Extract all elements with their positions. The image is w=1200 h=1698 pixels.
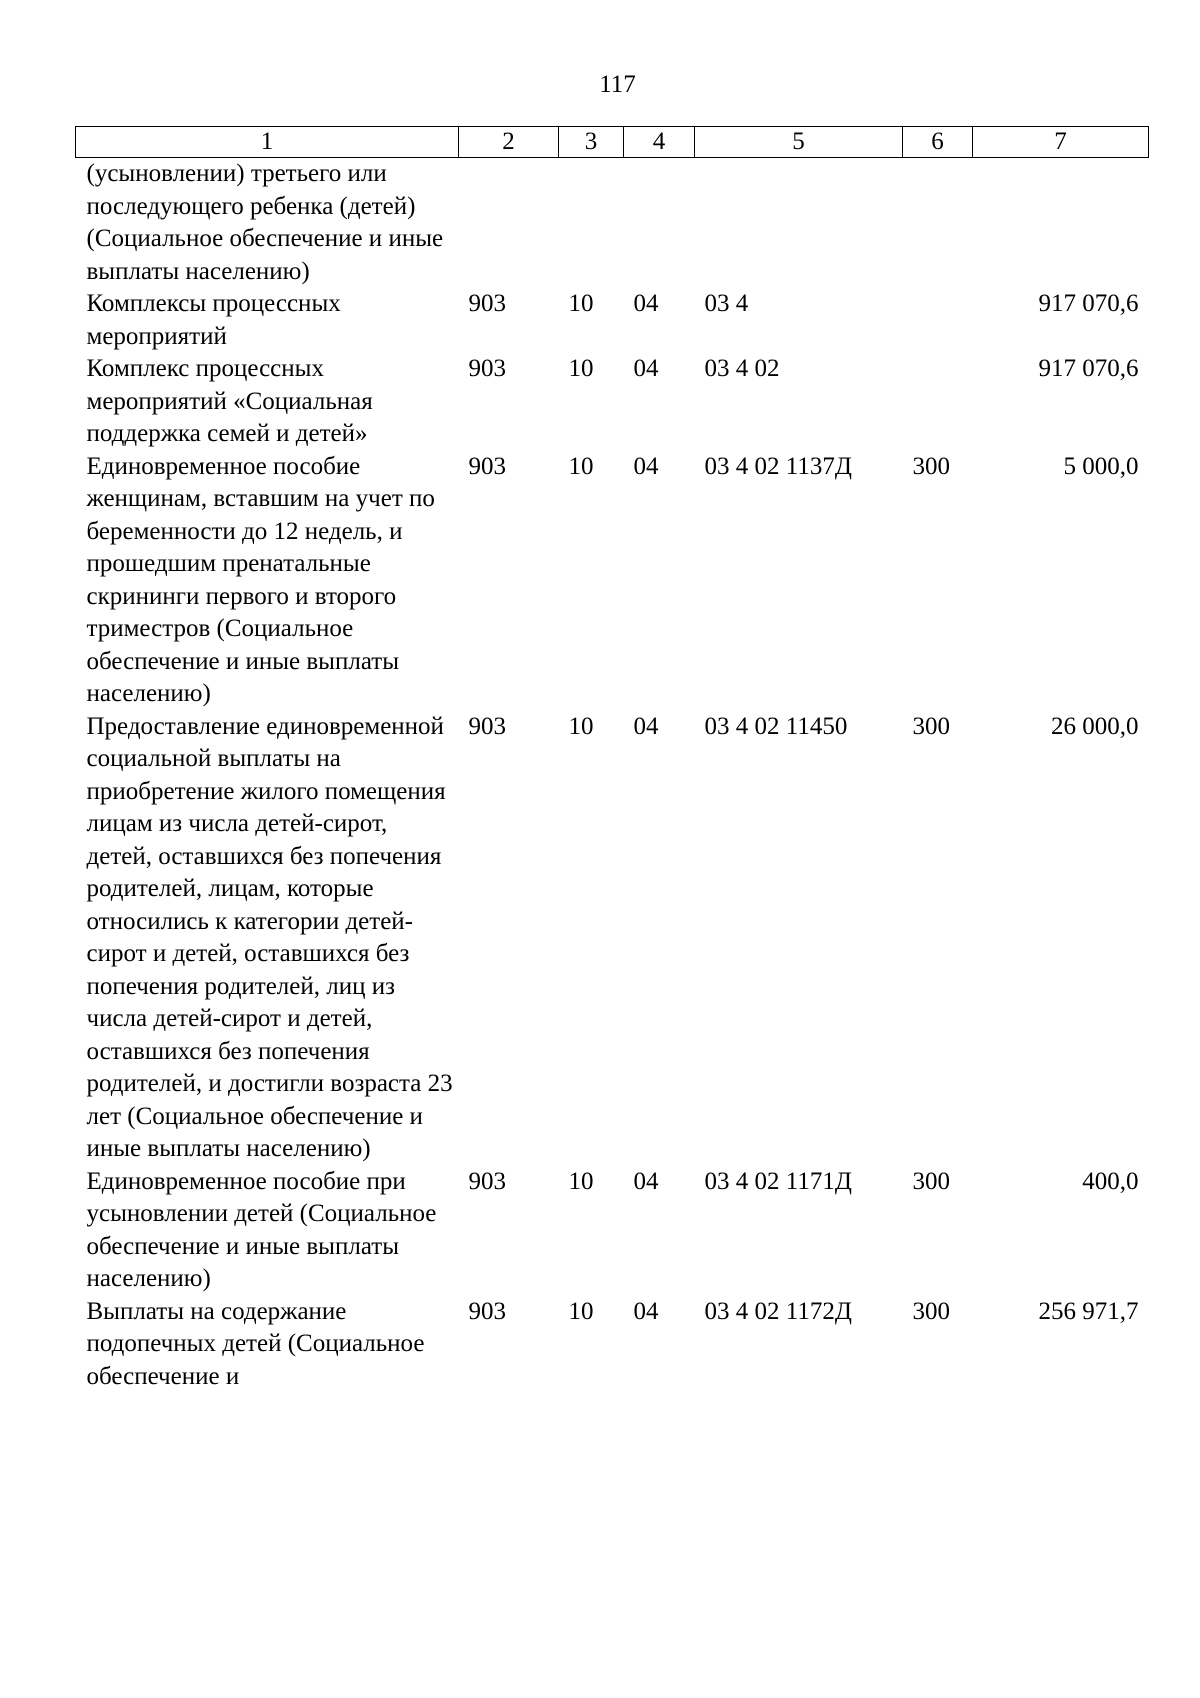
- row-target-article: 03 4 02 1171Д: [704, 1167, 852, 1195]
- row-target-article: 03 4 02 1137Д: [704, 452, 852, 480]
- row-expense-type: 300: [912, 712, 950, 740]
- row-target-article: [695, 158, 903, 289]
- header-col-6: 6: [903, 127, 973, 158]
- header-col-1: 1: [76, 127, 459, 158]
- row-expense-type: [903, 288, 973, 353]
- row-target-article: 03 4 02 11450: [704, 712, 848, 740]
- row-name: Единовременное пособие при усыновлении детей (Социальное обеспечение и иные выплаты населению): [86, 1167, 437, 1292]
- row-name: (усыновлении) третьего или последующего ребенка (детей) (Социальное обеспечение и иные выплаты населению): [86, 160, 444, 285]
- row-ministry-code: 903: [468, 290, 506, 317]
- row-target-article: 03 4 02 1172Д: [704, 1297, 852, 1325]
- row-name: Единовременное пособие женщинам, вставшим на учет по беременности до 12 недель, и прошедшим пренатальные скрининги первого и второго триместров (Социальное обеспечение и иные выплаты населению): [86, 452, 435, 707]
- row-section-code: 10: [568, 290, 594, 317]
- row-amount: [973, 158, 1149, 289]
- row-subsection-code: 04: [633, 712, 659, 740]
- row-name: Комплексы процессных мероприятий: [86, 290, 341, 350]
- row-expense-type: [903, 158, 973, 289]
- row-expense-type: 300: [912, 1297, 950, 1325]
- row-amount: 917 070,6: [1038, 290, 1139, 317]
- row-section-code: [559, 158, 624, 289]
- row-name: Предоставление единовременной социальной выплаты на приобретение жилого помещения лицам из числа детей-сирот, детей, оставшихся без попечения родителей, лицам, которые относились к категории детей-сирот и детей, оставшихся без попечения родителей, лиц из числа детей-сирот и детей, оставшихся без попечения родителей, и достигли возраста 23 лет (Социальное обеспечение и иные выплаты населению): [86, 712, 453, 1162]
- table-row: [76, 711, 1149, 1166]
- row-ministry-code: [459, 158, 559, 289]
- row-target-article: 03 4: [704, 290, 749, 317]
- table-body: [76, 158, 1149, 1394]
- page-number: 117: [599, 71, 636, 98]
- header-col-7: 7: [973, 127, 1149, 158]
- row-expense-type: 300: [912, 452, 950, 480]
- row-expense-type: [903, 353, 973, 451]
- row-ministry-code: 903: [468, 712, 506, 740]
- row-subsection-code: [624, 158, 695, 289]
- row-subsection-code: 04: [633, 355, 659, 382]
- row-ministry-code: 903: [468, 1297, 506, 1325]
- row-subsection-code: 04: [633, 452, 659, 480]
- table-row: [76, 288, 1149, 353]
- row-amount: 5 000,0: [1063, 452, 1139, 480]
- header-col-4: 4: [624, 127, 695, 158]
- header-col-3: 3: [559, 127, 624, 158]
- row-subsection-code: 04: [633, 1297, 659, 1325]
- row-ministry-code: 903: [468, 355, 506, 382]
- row-amount: 256 971,7: [1038, 1297, 1139, 1325]
- table-row: [76, 158, 1149, 289]
- table-row: [76, 1296, 1149, 1394]
- row-section-code: 10: [568, 452, 594, 480]
- row-name: Комплекс процессных мероприятий «Социальная поддержка семей и детей»: [86, 355, 373, 447]
- header-col-5: 5: [695, 127, 903, 158]
- row-section-code: 10: [568, 1167, 594, 1195]
- row-subsection-code: 04: [633, 1167, 659, 1195]
- row-section-code: 10: [568, 355, 594, 382]
- row-name: Выплаты на содержание подопечных детей (Социальное обеспечение и: [86, 1297, 425, 1390]
- row-expense-type: 300: [912, 1167, 950, 1195]
- row-target-article: 03 4 02: [704, 355, 780, 382]
- header-row: [76, 127, 1149, 158]
- row-amount: 400,0: [1082, 1167, 1139, 1195]
- row-section-code: 10: [568, 712, 594, 740]
- row-ministry-code: 903: [468, 1167, 506, 1195]
- table-row: [76, 451, 1149, 711]
- header-col-2: 2: [459, 127, 559, 158]
- row-amount: 917 070,6: [1038, 355, 1139, 382]
- row-subsection-code: 04: [633, 290, 659, 317]
- row-section-code: 10: [568, 1297, 594, 1325]
- budget-table: [75, 126, 1149, 1393]
- row-amount: 26 000,0: [1051, 712, 1139, 740]
- row-ministry-code: 903: [468, 452, 506, 480]
- table-row: [76, 1166, 1149, 1296]
- table-row: [76, 353, 1149, 451]
- table-header: [76, 127, 1149, 158]
